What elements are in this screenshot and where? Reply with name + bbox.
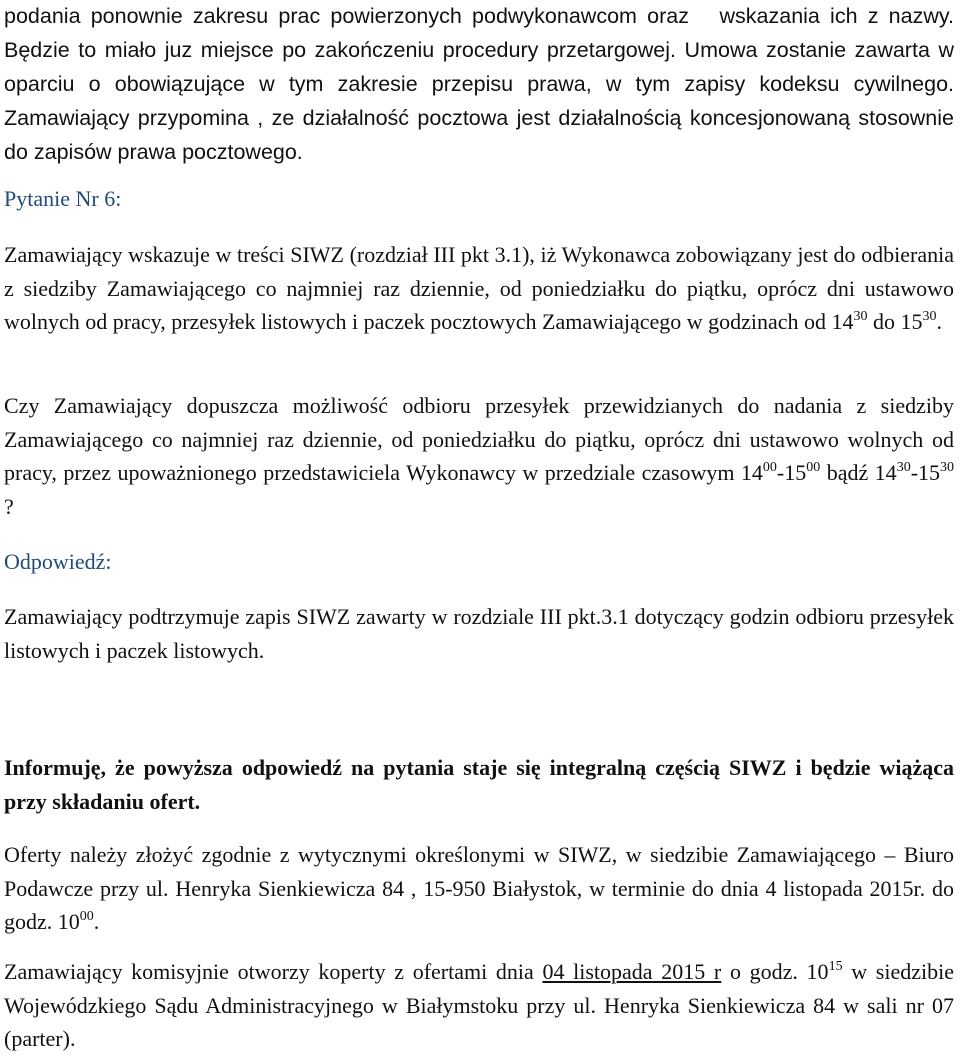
time-superscript: 15 xyxy=(828,959,843,974)
time-superscript: 00 xyxy=(762,460,777,475)
answer-title: Odpowiedź: xyxy=(4,549,112,574)
time-superscript: 30 xyxy=(896,460,911,475)
question-text-2b: bądź 14 xyxy=(820,460,897,485)
question-text-1: Zamawiający wskazuje w treści SIWZ (rozdział III pkt 3.1), iż Wykonawca zobowiązany jest do odbierania z siedziby Zamawiającego co najmniej raz dziennie, od poniedziałku do piątku, oprócz dni ustawowo wolnych od pracy, przesyłek listowych i paczek pocztowych Zamawiającego w godzinach od 14 xyxy=(4,242,954,334)
time-superscript: 30 xyxy=(940,460,955,475)
intro-paragraph xyxy=(4,0,954,169)
answer-heading xyxy=(4,545,954,578)
opening-paragraph xyxy=(4,955,954,1056)
opening-text-mid: o godz. 10 xyxy=(721,959,829,984)
offers-text-end: . xyxy=(93,909,100,934)
question-text-2c: -15 xyxy=(910,460,941,485)
time-superscript: 00 xyxy=(79,909,94,924)
answer-text: Zamawiający podtrzymuje zapis SIWZ zawarty w rozdziale III pkt.3.1 dotyczący godzin odbioru przesyłek listowych i paczek listowych. xyxy=(4,604,954,663)
question-text-1b: do 15 xyxy=(867,309,923,334)
notice-text: Informuję, że powyższa odpowiedź na pytania staje się integralną częścią SIWZ i będzie wiążąca przy składaniu ofert. xyxy=(4,755,954,814)
opening-date: 04 listopada 2015 r xyxy=(542,959,722,984)
answer-paragraph xyxy=(4,600,954,667)
question-text-1c: . xyxy=(936,309,943,334)
time-superscript: 00 xyxy=(806,460,821,475)
opening-text-end: w siedzibie Wojewódzkiego Sądu Administracyjnego w Białymstoku przy ul. Henryka Sienkiewicza 84 w sali nr 07 (parter). xyxy=(4,959,954,1051)
question-heading xyxy=(4,182,954,215)
question-text-2d: ? xyxy=(4,493,14,519)
time-superscript: 30 xyxy=(853,309,868,324)
opening-text: Zamawiający komisyjnie otworzy koperty z ofertami dnia xyxy=(4,959,543,984)
intro-line-end: wskazania ich z xyxy=(719,4,879,28)
question-text-2: Czy Zamawiający dopuszcza możliwość odbioru przesyłek przewidzianych do nadania z siedziby Zamawiającego co najmniej raz dziennie, od poniedziałku do piątku, oprócz dni ustawowo wolnych od pracy, przez upoważnionego przedstawiciela Wykonawcy w przedziale czasowym 14 xyxy=(4,393,954,485)
notice-paragraph xyxy=(4,751,954,818)
question-text-2a: -15 xyxy=(776,460,807,485)
question-paragraph-2 xyxy=(4,389,954,523)
intro-text: nazwy. Będzie to miało juz miejsce po zakończeniu procedury przetargowej. Umowa zostanie zawarta w oparciu o obowiązujące w tym zakresie przepisu prawa, w tym zapisy kodeksu cywilnego. Zamawiający przypomina , ze działalność pocztowa jest działalnością koncesjonowaną stosownie do zapisów prawa pocztowego. xyxy=(4,4,954,164)
offers-paragraph xyxy=(4,838,954,939)
time-superscript: 30 xyxy=(922,309,937,324)
intro-line-start: podania ponownie zakresu prac powierzonych podwykonawcom oraz xyxy=(4,4,689,28)
question-paragraph-1 xyxy=(4,238,954,339)
offers-text: Oferty należy złożyć zgodnie z wytycznymi określonymi w SIWZ, w siedzibie Zamawiającego – Biuro Podawcze przy ul. Henryka Sienkiewicza 84 , 15-950 Białystok, w terminie do dnia 4 listopada 2015r. do godz. 10 xyxy=(4,842,954,934)
question-title: Pytanie Nr 6: xyxy=(4,186,122,211)
